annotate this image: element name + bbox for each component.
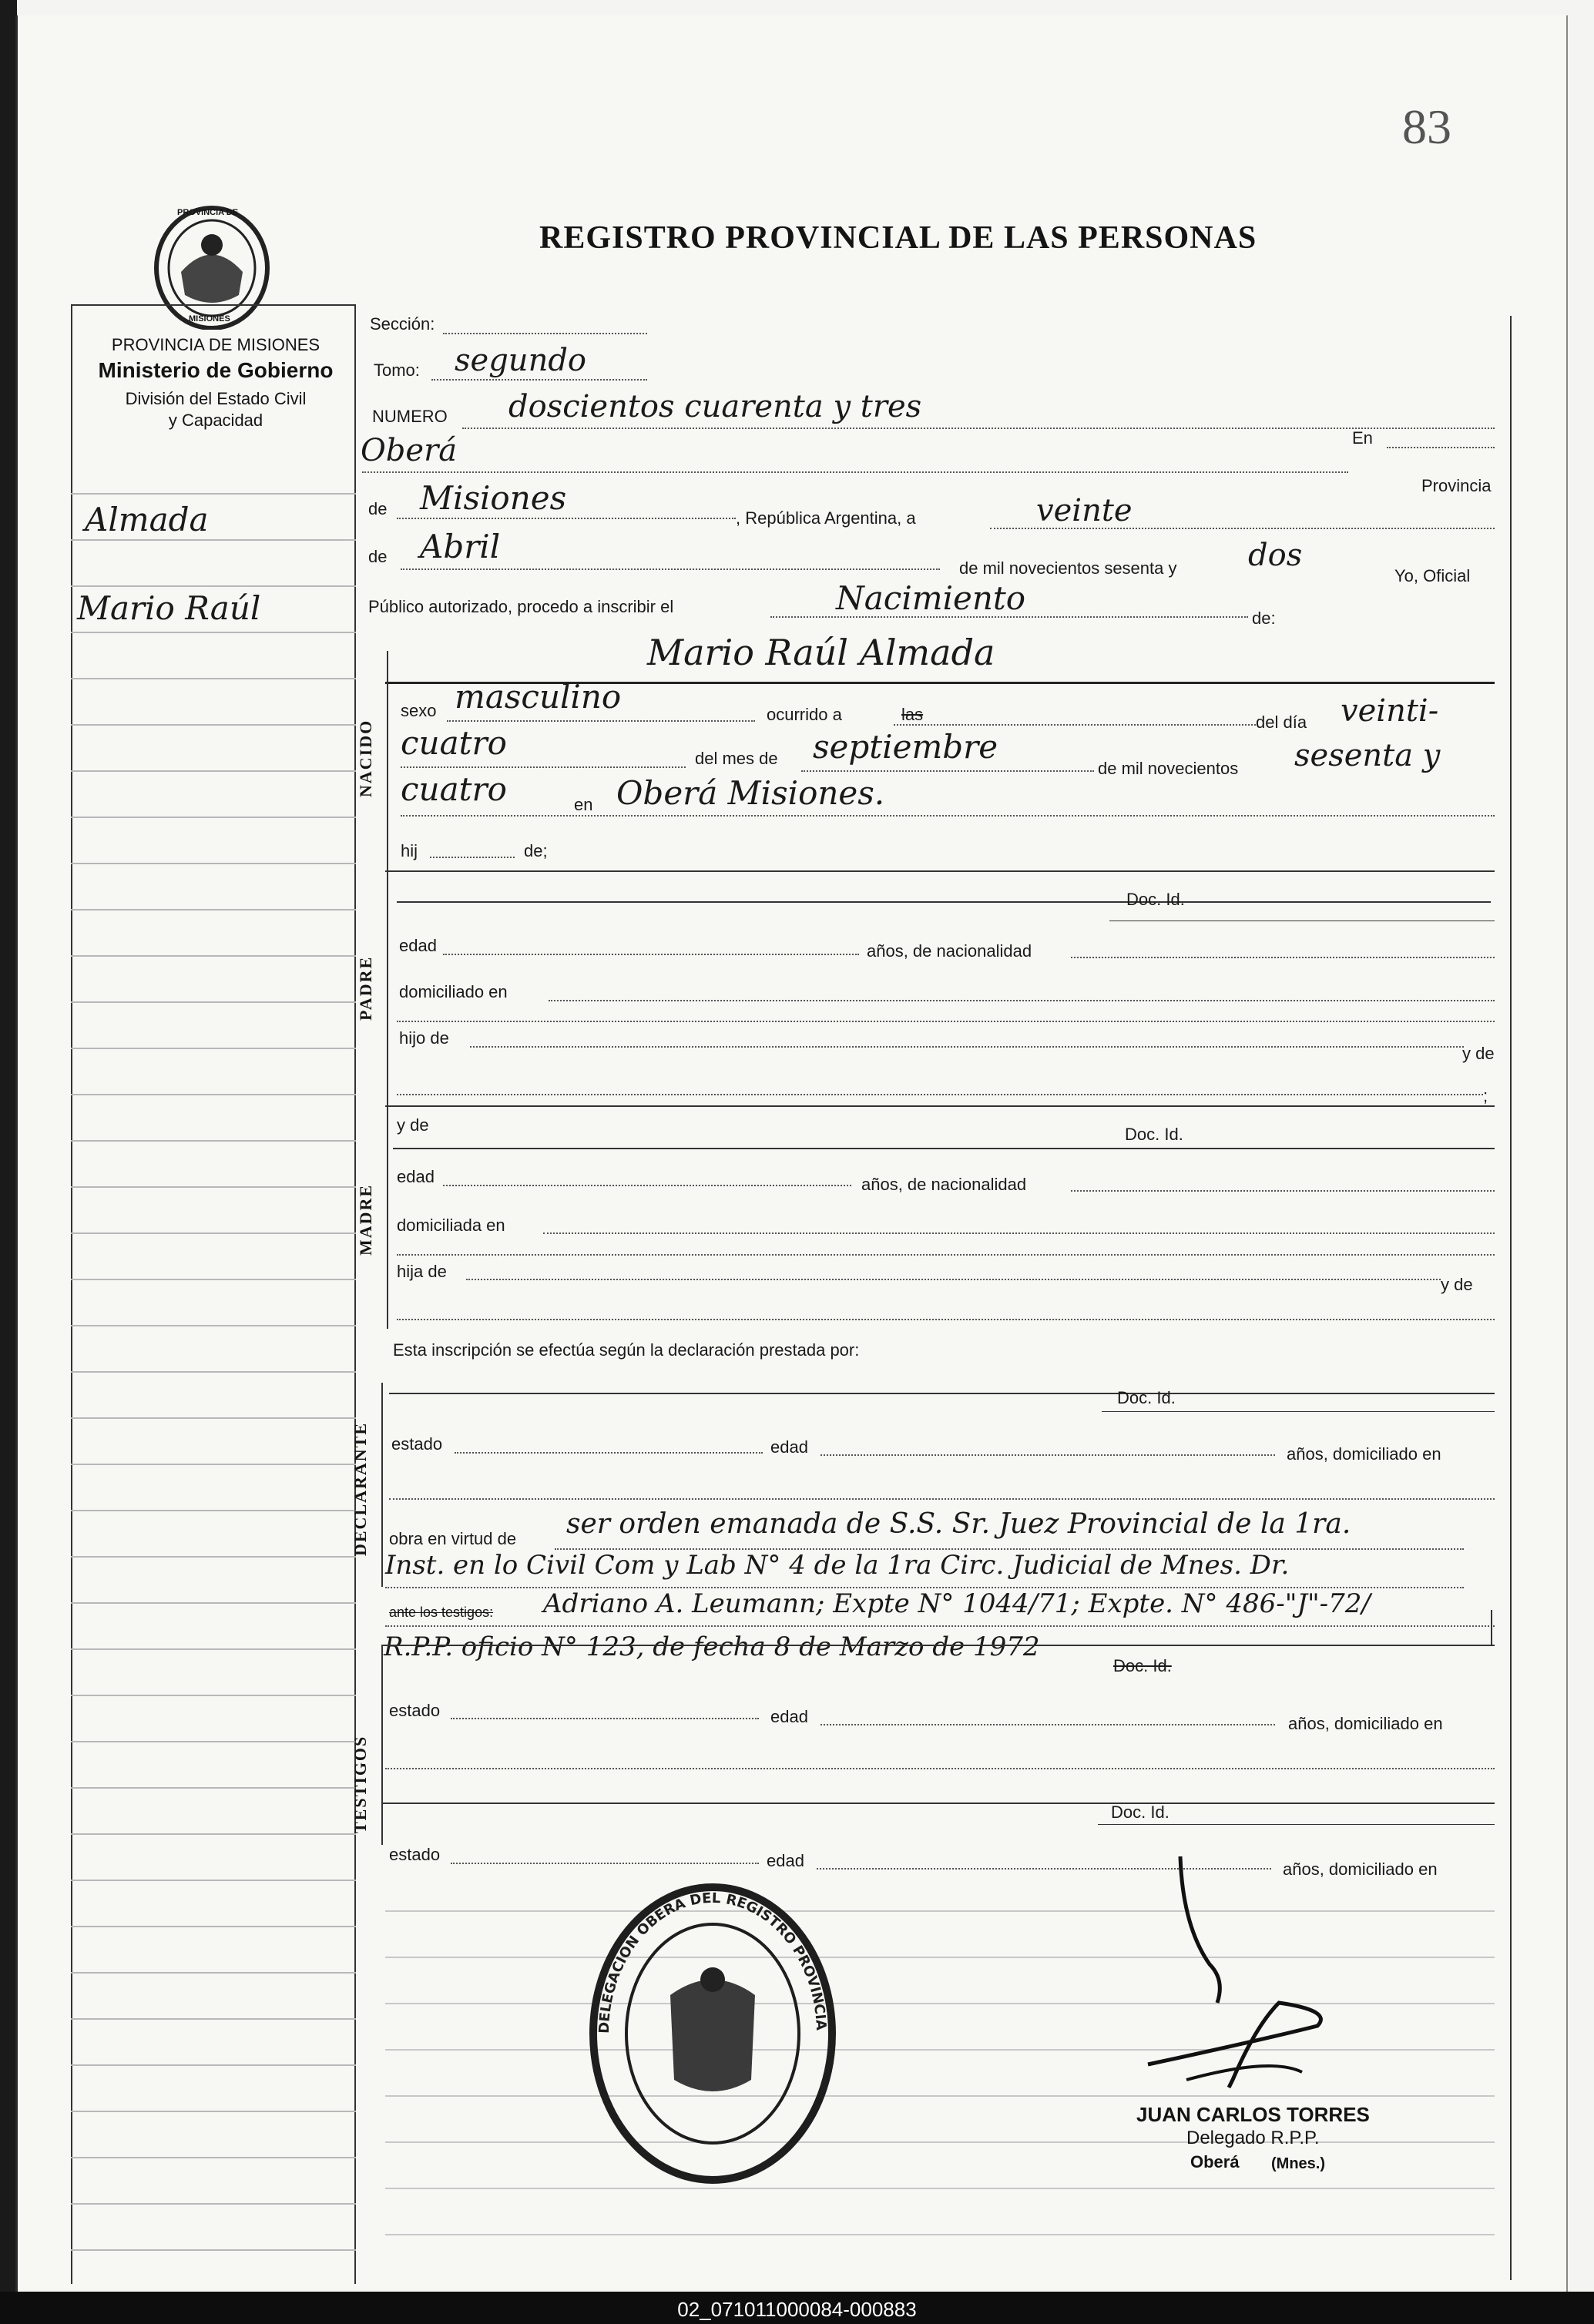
- ledger-line: [71, 1787, 356, 1789]
- testigos-edad-label-2: edad: [767, 1851, 804, 1870]
- ledger-line: [71, 1048, 356, 1049]
- ledger-line: [71, 493, 356, 495]
- obra-right-bracket: [1491, 1610, 1492, 1645]
- seccion-rule: [443, 333, 647, 334]
- ledger-line: [71, 1833, 356, 1835]
- declarante-name-rule: [389, 1393, 1495, 1394]
- ocurrido-rule: [894, 724, 1256, 726]
- ledger-line: [71, 2111, 356, 2112]
- declarante-estado-label: estado: [391, 1434, 443, 1454]
- declarante-domicilio-label: años, domiciliado en: [1287, 1444, 1441, 1464]
- madre-domicilio-rule: [543, 1232, 1495, 1234]
- official-seal: [586, 1880, 840, 2188]
- declarante-section: DECLARANTE: [351, 1421, 370, 1556]
- ledger-line: [71, 2249, 356, 2251]
- madre-domicilio-rule-2: [397, 1254, 1495, 1256]
- ocurrido-value: las: [901, 705, 924, 724]
- obra-label: obra en virtud de: [389, 1529, 517, 1548]
- act-rule: [770, 616, 1248, 618]
- column-divider: [354, 304, 356, 2284]
- numero-value: doscientos cuarenta y tres: [508, 389, 922, 424]
- testigos-edad-rule: [820, 1724, 1275, 1725]
- ledger-line: [71, 1972, 356, 1974]
- blank-line: [385, 2188, 1495, 2189]
- page-number: 83: [1402, 99, 1451, 154]
- right-margin-line: [1510, 316, 1512, 2280]
- province-rule: [397, 518, 736, 519]
- declarante-doc-label: Doc. Id.: [1117, 1388, 1176, 1407]
- hij-label: hij: [401, 841, 418, 860]
- ledger-line: [71, 585, 356, 587]
- padre-y-de-label: y de: [1462, 1044, 1495, 1063]
- padre-name-rule: [397, 901, 1491, 903]
- ledger-line: [71, 1186, 356, 1188]
- ocurrido-label: ocurrido a: [767, 705, 842, 724]
- ledger-line: [71, 1695, 356, 1696]
- padre-doc-label: Doc. Id.: [1126, 890, 1185, 909]
- testigos-doc-label: Doc. Id.: [1111, 1803, 1169, 1822]
- ledger-line: [71, 632, 356, 633]
- testigos-label: ante los testigos:: [389, 1605, 494, 1620]
- de-mil-label: de mil novecientos sesenta y: [959, 558, 1177, 578]
- left-margin-line: [71, 304, 72, 2284]
- nacido-year-value-1: sesenta y: [1294, 738, 1441, 773]
- testigos-doc-rule: [1098, 1824, 1495, 1825]
- scan-edge: [0, 0, 17, 2324]
- declarante-doc-rule: [1102, 1411, 1495, 1412]
- tomo-rule: [431, 379, 647, 381]
- blank-line: [385, 2141, 1495, 2143]
- dia-value-1: veinti-: [1341, 693, 1439, 729]
- nacido-section: NACIDO: [356, 719, 375, 797]
- padre-section: PADRE: [356, 955, 375, 1021]
- ledger-line: [71, 724, 356, 726]
- ledger-line: [71, 539, 356, 541]
- testigos-estado-label-2: estado: [389, 1845, 441, 1864]
- tomo-value: segundo: [455, 343, 587, 378]
- declarante-domicilio-rule: [389, 1498, 1495, 1500]
- nacido-divider: [387, 651, 388, 870]
- ledger-line: [71, 863, 356, 864]
- month-rule: [401, 568, 940, 570]
- sexo-value: masculino: [455, 678, 622, 716]
- madre-edad-label: edad: [397, 1167, 435, 1186]
- city-rule: [362, 471, 1348, 473]
- obra-rule-3: [385, 1625, 1495, 1627]
- nacido-place-value: Oberá Misiones.: [616, 774, 885, 812]
- madre-y-de-label: y de: [397, 1115, 429, 1135]
- testigos-edad-label: edad: [770, 1707, 808, 1726]
- declarante-doc-struck: Doc. Id.: [1113, 1656, 1172, 1675]
- nacido-en-label: en: [574, 795, 593, 814]
- signatory-place: Oberá: [1190, 2152, 1240, 2171]
- seccion-label: Sección:: [370, 314, 435, 334]
- day-value: veinte: [1036, 493, 1133, 528]
- day-rule: [990, 528, 1495, 529]
- testigos-estado-label: estado: [389, 1701, 441, 1720]
- tomo-label: Tomo:: [374, 361, 420, 380]
- header-division-2: y Capacidad: [168, 411, 263, 430]
- header-division-1: División del Estado Civil: [125, 389, 307, 408]
- madre-hija-label: hija de: [397, 1262, 447, 1281]
- signatory-role: Delegado R.P.P.: [1186, 2128, 1320, 2148]
- hij-de-label: de;: [524, 841, 548, 860]
- padre-nacionalidad-rule: [1071, 957, 1495, 958]
- testigos-name-rule: [381, 1803, 1495, 1804]
- declarante-intro: Esta inscripción se efectúa según la declaración prestada por:: [393, 1340, 860, 1360]
- footer-document-id: 02_071011000084-000883: [677, 2298, 917, 2321]
- ledger-line: [71, 678, 356, 679]
- signatory-place-suffix: (Mnes.): [1271, 2155, 1325, 2172]
- left-header-rule: [71, 304, 356, 306]
- padre-semicolon: ;: [1483, 1086, 1488, 1105]
- republica-label: , República Argentina, a: [736, 508, 916, 528]
- del-dia-label: del día: [1256, 713, 1307, 732]
- header-ministry: Ministerio de Gobierno: [98, 358, 334, 382]
- blank-line: [385, 2234, 1495, 2235]
- declarante-edad-rule: [820, 1454, 1275, 1456]
- province-value: Misiones: [420, 479, 567, 517]
- ledger-line: [71, 1371, 356, 1373]
- padre-domicilio-label: domiciliado en: [399, 982, 508, 1001]
- obra-value-1: ser orden emanada de S.S. Sr. Juez Provincial de la 1ra.: [566, 1508, 1351, 1540]
- testigos-domicilio-rule: [385, 1768, 1495, 1769]
- handwritten-signature: [1140, 1849, 1371, 2103]
- ledger-line: [71, 1741, 356, 1742]
- obra-value-4: R.P.P. oficio N° 123, de fecha 8 de Marzo de 1972: [384, 1631, 1040, 1662]
- testigos-domicilio-label-2: años, domiciliado en: [1283, 1860, 1438, 1879]
- ledger-line: [71, 1417, 356, 1419]
- month-value: Abril: [420, 528, 501, 565]
- act-value: Nacimiento: [836, 579, 1026, 617]
- ledger-line: [71, 817, 356, 818]
- ledger-line: [71, 1325, 356, 1326]
- en-rule: [1387, 447, 1495, 448]
- padre-bottom-rule: [385, 1105, 1495, 1107]
- madre-nacionalidad-rule: [1071, 1190, 1495, 1192]
- nacido-bottom-rule: [385, 870, 1495, 872]
- padre-nacionalidad-label: años, de nacionalidad: [867, 941, 1032, 961]
- logo-text-bottom: MISIONES: [189, 314, 230, 324]
- ledger-line: [71, 1001, 356, 1003]
- declarante-edad-label: edad: [770, 1437, 808, 1457]
- seal-text: DELEGACION OBERA DEL REGISTRO PROVINCIA: [596, 1890, 830, 2034]
- provincia-label: Provincia: [1421, 476, 1492, 495]
- padre-hijo-rule: [470, 1046, 1464, 1048]
- ledger-line: [71, 909, 356, 910]
- mes-value: septiembre: [813, 728, 998, 766]
- madre-domicilio-label: domiciliada en: [397, 1216, 505, 1235]
- signatory-name: JUAN CARLOS TORRES: [1136, 2103, 1370, 2126]
- declarante-bottom-rule: [381, 1645, 1495, 1646]
- ledger-line: [71, 1556, 356, 1558]
- ledger-line: [71, 1464, 356, 1465]
- padre-edad-label: edad: [399, 936, 437, 955]
- testigos-section: TESTIGOS: [351, 1735, 370, 1833]
- province-coat-of-arms: [150, 199, 273, 330]
- ledger-line: [71, 1279, 356, 1280]
- ledger-line: [71, 770, 356, 772]
- padre-hijo-label: hijo de: [399, 1028, 449, 1048]
- testigos-divider: [381, 1645, 383, 1845]
- testigos-estado-rule-2: [451, 1863, 759, 1864]
- de-label-2: de: [368, 547, 388, 566]
- dia-rule: [401, 766, 686, 768]
- city-value: Oberá: [361, 433, 458, 468]
- ledger-line: [71, 2203, 356, 2205]
- en-label: En: [1352, 428, 1373, 448]
- padre-y-de-rule: [397, 1094, 1483, 1095]
- testigos-domicilio-label: años, domiciliado en: [1288, 1714, 1443, 1733]
- madre-divider: [387, 1105, 388, 1329]
- ledger-line: [71, 1094, 356, 1095]
- document-title: REGISTRO PROVINCIAL DE LAS PERSONAS: [539, 220, 1257, 256]
- madre-name-rule: [393, 1148, 1495, 1149]
- ledger-line: [71, 1880, 356, 1881]
- year-value: dos: [1248, 538, 1303, 573]
- padre-domicilio-rule: [549, 1000, 1495, 1001]
- padre-edad-rule: [443, 954, 859, 955]
- sexo-label: sexo: [401, 701, 437, 720]
- dia-value-2: cuatro: [401, 724, 507, 762]
- ledger-line: [71, 1510, 356, 1511]
- declarante-divider: [381, 1383, 383, 1587]
- registered-full-name: Mario Raúl Almada: [647, 632, 995, 673]
- obra-value-2: Inst. en lo Civil Com y Lab N° 4 de la 1ra Circ. Judicial de Mnes. Dr.: [385, 1550, 1290, 1581]
- nacido-year-value-2: cuatro: [401, 770, 507, 808]
- madre-section: MADRE: [356, 1183, 375, 1256]
- madre-y-de-end-label: y de: [1441, 1275, 1473, 1294]
- madre-hija-rule: [466, 1279, 1441, 1280]
- header-province: PROVINCIA DE MISIONES: [111, 335, 320, 354]
- ledger-line: [71, 1602, 356, 1604]
- madre-edad-rule: [443, 1185, 851, 1186]
- madre-doc-label: Doc. Id.: [1125, 1125, 1183, 1144]
- yo-oficial-label: Yo, Oficial: [1394, 566, 1471, 585]
- del-mes-label: del mes de: [695, 749, 778, 768]
- hij-rule: [430, 857, 515, 858]
- de-label: de: [368, 499, 388, 518]
- publico-label: Público autorizado, procedo a inscribir el: [368, 597, 674, 616]
- nacido-place-rule: [401, 815, 1495, 817]
- de-colon-label: de:: [1252, 609, 1276, 628]
- sexo-rule: [447, 720, 755, 722]
- obra-value-3: Adriano A. Leumann; Expte N° 1044/71; Expte. N° 486-"J"-72/: [543, 1588, 1371, 1619]
- ledger-line: [71, 2064, 356, 2066]
- nacido-de-mil-label: de mil novecientos: [1098, 759, 1239, 778]
- ledger-line: [71, 1140, 356, 1142]
- logo-text-top: PROVINCIA DE: [177, 208, 239, 217]
- madre-nacionalidad-label: años, de nacionalidad: [861, 1175, 1027, 1194]
- margin-surname: Almada: [85, 501, 209, 538]
- ledger-line: [71, 2157, 356, 2158]
- numero-rule: [462, 428, 1495, 429]
- padre-domicilio-rule-2: [397, 1021, 1495, 1022]
- ledger-line: [71, 2018, 356, 2020]
- ledger-line: [71, 1232, 356, 1234]
- margin-given-names: Mario Raúl: [77, 589, 261, 627]
- numero-label: NUMERO: [372, 407, 448, 426]
- testigos-estado-rule: [451, 1718, 759, 1719]
- mes-rule: [801, 770, 1094, 772]
- madre-bottom-dotted: [397, 1319, 1495, 1320]
- ledger-line: [71, 1926, 356, 1927]
- declarante-estado-rule: [455, 1452, 763, 1454]
- ledger-line: [71, 1648, 356, 1650]
- ledger-line: [71, 955, 356, 957]
